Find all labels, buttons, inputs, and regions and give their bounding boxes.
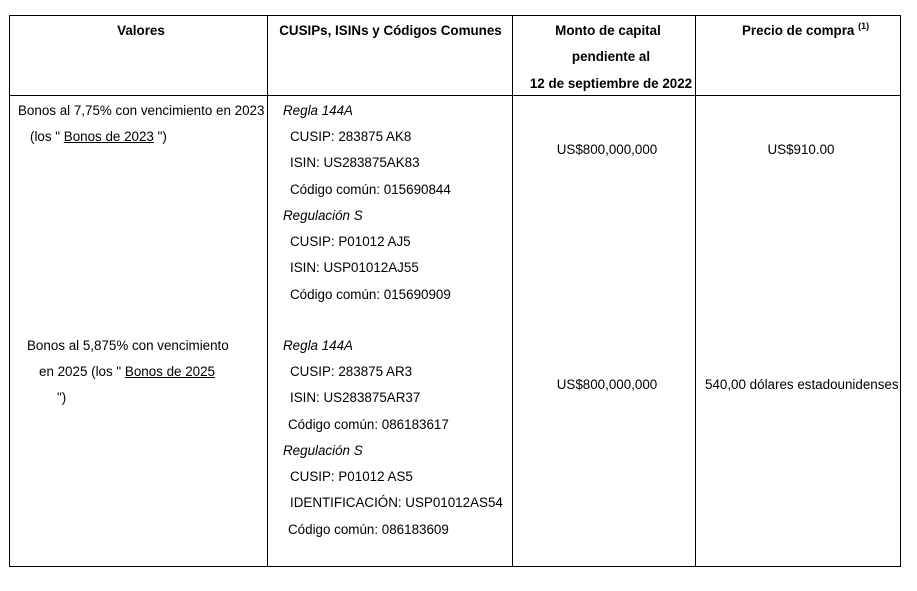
header-precio: Precio de compra $^{(1)}$: [742, 21, 870, 38]
row2-defined-term: Bonos de 2025: [124, 364, 215, 379]
header-monto-line3: 12 de septiembre de 2022: [529, 76, 693, 91]
row1-regs-isin: ISIN: USP01012AJ55: [290, 260, 419, 275]
row2-rule144a-common: Código común: 086183617: [288, 417, 449, 432]
row2-valores-line1: Bonos al 5,875% con vencimiento: [27, 338, 229, 353]
row1-regs-label: Regulación S: [283, 208, 363, 223]
header-valores: Valores: [117, 23, 165, 38]
row2-regs-label: Regulación S: [283, 443, 363, 458]
row2-regs-cusip: CUSIP: P01012 AS5: [290, 469, 413, 484]
row2-rule144a-isin: ISIN: US283875AR37: [290, 390, 421, 405]
row1-regs-cusip: CUSIP: P01012 AJ5: [290, 234, 411, 249]
header-codes: CUSIPs, ISINs y Códigos Comunes: [279, 23, 502, 38]
row1-precio: US$910.00: [767, 142, 835, 157]
header-divider: [10, 95, 900, 96]
row2-precio: 540,00 dólares estadounidenses: [705, 377, 899, 392]
header-monto-line1: Monto de capital: [555, 23, 661, 38]
column-divider: [695, 16, 696, 566]
row1-rule144a-isin: ISIN: US283875AK83: [290, 155, 420, 170]
row2-rule144a-label: Regla 144A: [283, 338, 353, 353]
header-monto-line2: pendiente al: [571, 49, 651, 64]
row1-defined-term: Bonos de 2023: [63, 129, 154, 144]
row2-regs-common: Código común: 086183609: [288, 522, 449, 537]
row1-rule144a-cusip: CUSIP: 283875 AK8: [290, 129, 412, 144]
row1-rule144a-label: Regla 144A: [283, 103, 353, 118]
securities-table: [9, 15, 901, 567]
row1-valores-line1: Bonos al 7,75% con vencimiento en 2023: [18, 103, 265, 118]
row2-valores-line3: "): [57, 390, 67, 405]
row1-regs-common: Código común: 015690909: [290, 287, 451, 302]
row2-rule144a-cusip: CUSIP: 283875 AR3: [290, 364, 413, 379]
row1-valores-line2: (los " Bonos de 2023 "): [30, 129, 167, 144]
row1-monto: US$800,000,000: [556, 142, 658, 157]
row2-regs-isin: IDENTIFICACIÓN: USP01012AS54: [290, 495, 503, 510]
column-divider: [267, 16, 268, 566]
row2-monto: US$800,000,000: [556, 377, 658, 392]
row1-rule144a-common: Código común: 015690844: [290, 182, 451, 197]
column-divider: [512, 16, 513, 566]
footnote-ref: (1): [858, 21, 870, 31]
row2-valores-line2: en 2025 (los " Bonos de 2025: [39, 364, 215, 379]
